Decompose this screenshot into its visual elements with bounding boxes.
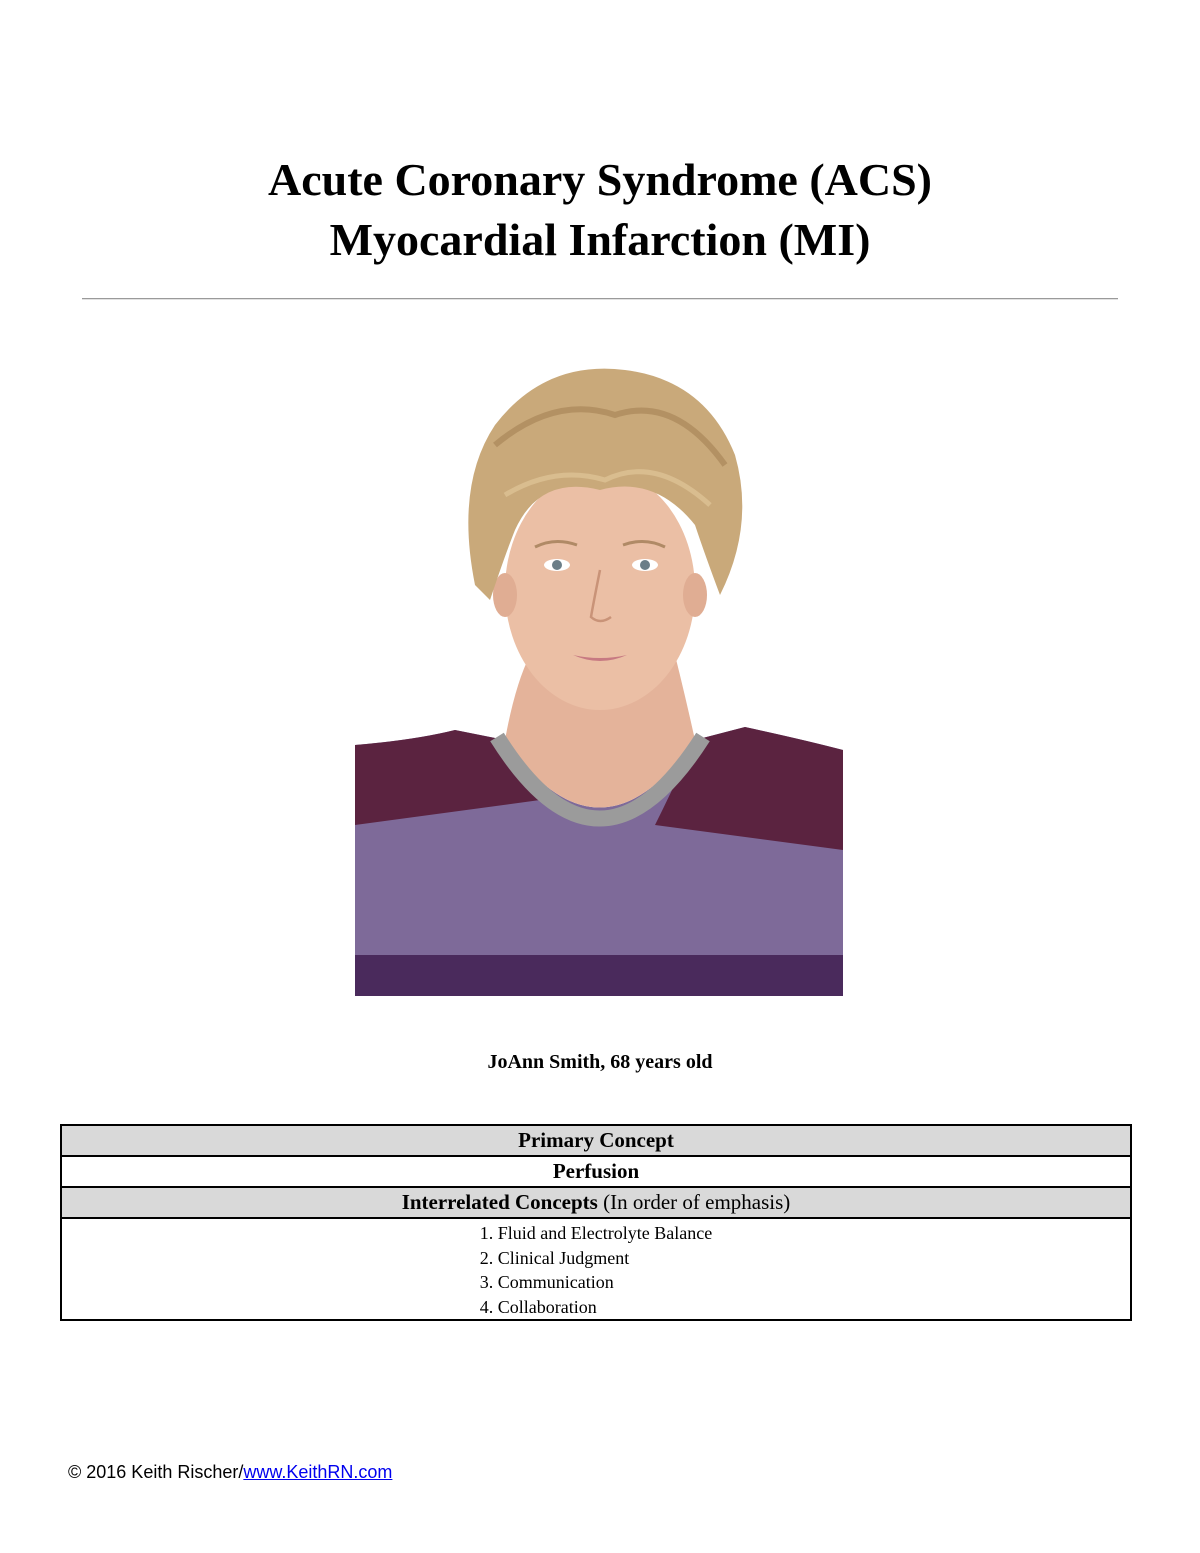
primary-concept-header-row [61, 1125, 1131, 1156]
copyright-text: © 2016 Keith Rischer/ [68, 1462, 244, 1482]
title-line-2: Myocardial Infarction (MI) [329, 214, 871, 265]
patient-caption: JoAnn Smith, 68 years old [487, 1051, 713, 1073]
list-item: 1. Fluid and Electrolyte Balance [479, 1223, 713, 1243]
patient-photo [355, 355, 843, 996]
website-link[interactable]: www.KeithRN.com [243, 1462, 393, 1482]
list-item: 4. Collaboration [479, 1296, 597, 1317]
primary-concept-header: Primary Concept [61, 1125, 1131, 1156]
list-item: 3. Communication [479, 1272, 614, 1292]
interrelated-header-bold: Interrelated Concepts [401, 1190, 598, 1214]
primary-concept-value: Perfusion [61, 1156, 1131, 1187]
face [505, 470, 695, 710]
title-divider [82, 298, 1118, 300]
concept-table [60, 1124, 1132, 1321]
interrelated-list-cell [61, 1218, 1131, 1320]
interrelated-list [480, 1219, 712, 1319]
patient-portrait-icon [355, 355, 843, 996]
interrelated-header-note: (In order of emphasis) [603, 1190, 791, 1214]
footer [68, 1461, 392, 1483]
list-item: 2. Clinical Judgment [479, 1247, 630, 1268]
interrelated-concepts-header [61, 1187, 1131, 1218]
primary-concept-row [61, 1156, 1131, 1187]
interrelated-header-row [61, 1187, 1131, 1218]
interrelated-list-row [61, 1218, 1131, 1320]
title-line-1: Acute Coronary Syndrome (ACS) [268, 154, 932, 205]
sweater-stripe-bottom [355, 955, 843, 996]
